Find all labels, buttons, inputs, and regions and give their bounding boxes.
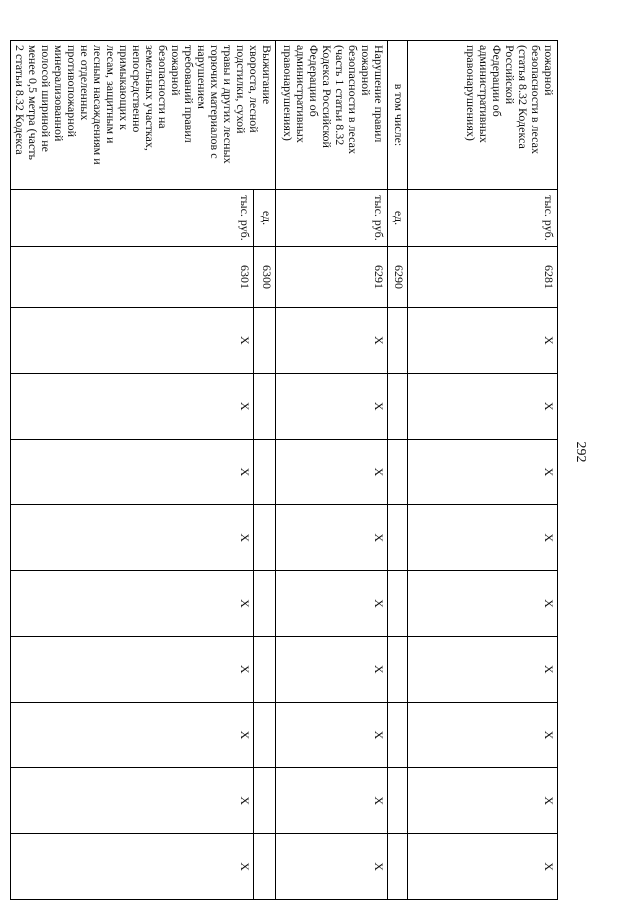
- code-cell: 6300: [254, 247, 276, 308]
- table-cell: [388, 505, 408, 571]
- row-name-cell: в том числе:: [388, 41, 408, 190]
- table-row: [276, 41, 388, 900]
- unit-cell: тыс. руб.: [276, 190, 388, 247]
- code-cell: 6281: [408, 247, 558, 308]
- table-cell: [254, 571, 276, 637]
- table-cell: [254, 768, 276, 834]
- code-cell: 6301: [11, 247, 254, 308]
- unit-cell: ед.: [388, 190, 408, 247]
- table-cell: [254, 702, 276, 768]
- table-cell: X: [408, 636, 558, 702]
- page-number: 292: [573, 441, 588, 463]
- table-row: [254, 41, 276, 900]
- table-cell: X: [408, 505, 558, 571]
- table-cell: [388, 571, 408, 637]
- table-cell: X: [408, 373, 558, 439]
- table-cell: X: [276, 439, 388, 505]
- table-cell: X: [11, 373, 254, 439]
- table-cell: [254, 308, 276, 374]
- table-cell: X: [11, 768, 254, 834]
- unit-cell: ед.: [254, 190, 276, 247]
- table-cell: X: [408, 768, 558, 834]
- table-cell: X: [408, 702, 558, 768]
- table-cell: X: [276, 636, 388, 702]
- code-cell: 6291: [276, 247, 388, 308]
- table-row: [408, 41, 558, 900]
- table-cell: [254, 505, 276, 571]
- rotated-table-container: [13, 40, 558, 900]
- unit-cell: тыс. руб.: [408, 190, 558, 247]
- table-cell: X: [408, 308, 558, 374]
- table-cell: X: [276, 571, 388, 637]
- row-name-cell: пожарной безопасности в лесах (статья 8.32 Кодекса Российской Федерации об административных правонарушениях): [408, 41, 558, 190]
- table-cell: X: [408, 834, 558, 900]
- table-cell: X: [276, 308, 388, 374]
- statistics-table: [10, 40, 558, 900]
- table-cell: X: [276, 834, 388, 900]
- table-cell: X: [11, 308, 254, 374]
- table-cell: X: [276, 702, 388, 768]
- table-cell: [254, 636, 276, 702]
- table-cell: [388, 636, 408, 702]
- table-cell: [254, 834, 276, 900]
- table-cell: X: [276, 768, 388, 834]
- table-cell: [388, 373, 408, 439]
- table-cell: X: [11, 505, 254, 571]
- table-cell: X: [11, 636, 254, 702]
- table-cell: [388, 834, 408, 900]
- table-cell: [388, 768, 408, 834]
- table-cell: [254, 373, 276, 439]
- row-name-cell: Нарушение правил пожарной безопасности в лесах (часть 1 статьи 8.32 Кодекса Российской Федерации об административных правонарушениях): [276, 41, 388, 190]
- table-cell: [388, 439, 408, 505]
- code-cell: 6290: [388, 247, 408, 308]
- table-cell: [254, 439, 276, 505]
- table-cell: X: [276, 505, 388, 571]
- table-cell: X: [11, 571, 254, 637]
- table-cell: [388, 702, 408, 768]
- table-cell: X: [408, 439, 558, 505]
- row-name-cell: Выжигание хвороста, лесной подстилки, сухой травы и других лесных горючих материалов с нарушением требований правил пожарной безопасности на земельных участках, непосредственно примыкающих к лесам, защитным и лесным насаждениям и не отделенных противопожарной минерализованной полосой шириной не менее 0,5 метра (часть 2 статьи 8.32 Кодекса: [11, 41, 276, 190]
- table-cell: X: [11, 439, 254, 505]
- table-cell: X: [11, 702, 254, 768]
- unit-cell: тыс. руб.: [11, 190, 254, 247]
- table-row: [388, 41, 408, 900]
- table-cell: [388, 308, 408, 374]
- table-cell: X: [408, 571, 558, 637]
- table-cell: X: [11, 834, 254, 900]
- table-cell: X: [276, 373, 388, 439]
